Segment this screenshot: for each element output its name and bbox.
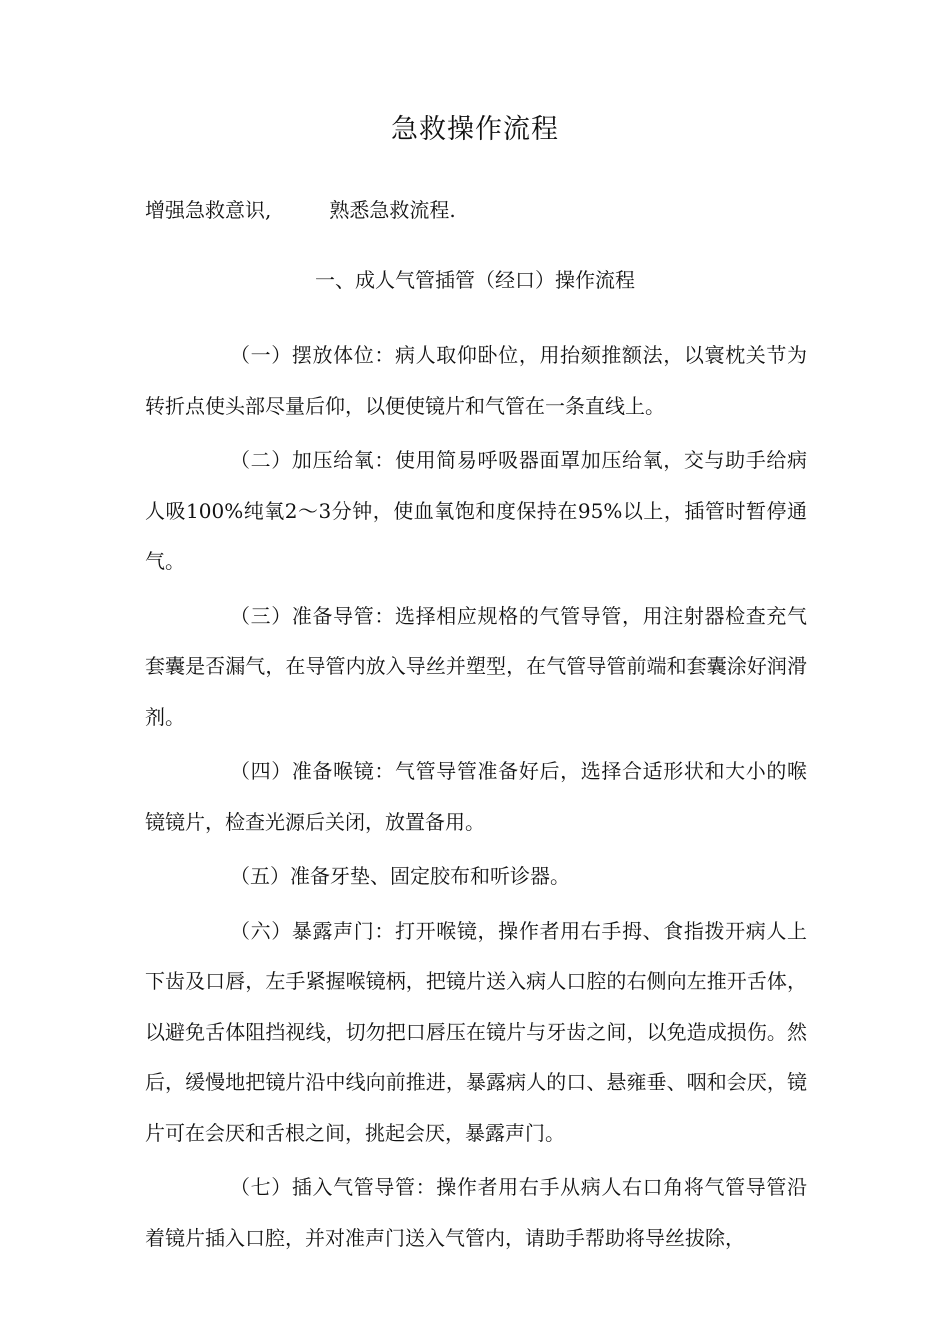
intro-line [145, 195, 456, 225]
step-paragraph-4: （四）准备喉镜：气管导管准备好后，选择合适形状和大小的喉镜镜片，检查光源后关闭，放置备用。 [145, 759, 807, 834]
intro-part-1: 增强急救意识, [145, 198, 272, 222]
step-paragraph-1: （一）摆放体位：病人取仰卧位，用抬颏推额法，以寰枕关节为转折点使头部尽量后仰，以便使镜片和气管在一条直线上。 [145, 343, 807, 418]
step-paragraph-6: （六）暴露声门：打开喉镜，操作者用右手拇、食指拨开病人上下齿及口唇，左手紧握喉镜柄，把镜片送入病人口腔的右侧向左推开舌体，以避免舌体阻挡视线，切勿把口唇压在镜片与牙齿之间，以免造成损伤。然后，缓慢地把镜片沿中线向前推进，暴露病人的口、悬雍垂、咽和会厌，镜片可在会厌和舌根之间，挑起会厌，暴露声门。 [145, 918, 807, 1145]
step-paragraph-3: （三）准备导管：选择相应规格的气管导管，用注射器检查充气套囊是否漏气，在导管内放入导丝并塑型，在气管导管前端和套囊涂好润滑剂。 [145, 603, 807, 729]
section-heading: 一、成人气管插管（经口）操作流程 [315, 268, 635, 292]
intro-part-2: 熟悉急救流程. [329, 198, 456, 222]
step-paragraph-7: （七）插入气管导管：操作者用右手从病人右口角将气管导管沿着镜片插入口腔，并对准声门送入气管内，请助手帮助将导丝拔除， [145, 1175, 807, 1250]
step-paragraph-2: （二）加压给氧：使用简易呼吸器面罩加压给氧，交与助手给病人吸100%纯氧2～3分钟，使血氧饱和度保持在95%以上，插管时暂停通气。 [145, 448, 807, 573]
procedure-steps [145, 330, 807, 1267]
document-title: 急救操作流程 [391, 114, 559, 145]
step-paragraph-5: （五）准备牙垫、固定胶布和听诊器。 [230, 864, 570, 888]
